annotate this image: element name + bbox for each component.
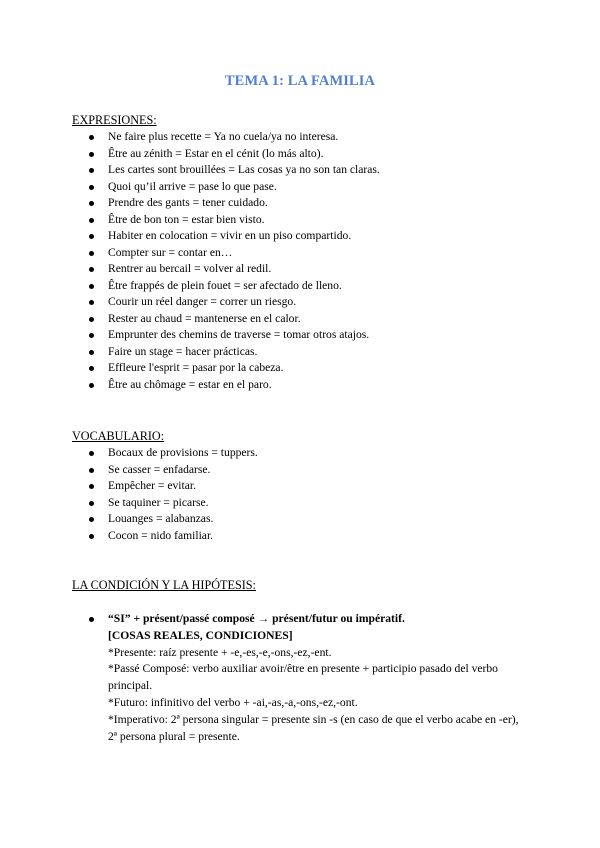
- bullet-icon: [89, 350, 94, 355]
- condicion-passe-compose: *Passé Composé: verbo auxiliar avoir/être en presente + participio pasado del verbo principal.: [108, 662, 498, 693]
- bullet-icon: [89, 366, 94, 371]
- page-title: TEMA 1: LA FAMILIA: [224, 73, 376, 89]
- list-item-text: Être frappés de plein fouet = ser afectado de lleno.: [108, 278, 342, 292]
- condicion-rule: “SI” + présent/passé composé → présent/futur ou impératif.: [108, 612, 405, 625]
- condicion-imperativo: *Imperativo: 2ª persona singular = presente sin -s (en caso de que el verbo acabe en -er), 2ª persona plural = presente.: [108, 712, 519, 743]
- list-item: [0, 129, 380, 146]
- condicion-block: [108, 611, 528, 745]
- bullet-icon: [89, 383, 94, 388]
- list-item-text: Compter sur = contar en…: [108, 245, 233, 259]
- bullet-icon: [89, 284, 94, 289]
- bullet-icon: [89, 267, 94, 272]
- list-item-text: Être au chômage = estar en el paro.: [108, 377, 272, 391]
- bullet-icon: [89, 333, 94, 338]
- list-item-text: Être au zénith = Estar en el cénit (lo más alto).: [108, 146, 324, 160]
- list-item-text: Quoi qu’il arrive = pase lo que pase.: [108, 179, 277, 193]
- condicion-futuro: *Futuro: infinitivo del verbo + -ai,-as,-a,-ons,-ez,-ont.: [108, 695, 358, 709]
- list-item: [0, 212, 380, 229]
- bullet-icon: [89, 468, 94, 473]
- bullet-icon: [89, 517, 94, 522]
- list-item: [0, 462, 258, 479]
- list-item: [0, 261, 380, 278]
- bullet-icon: [89, 484, 94, 489]
- list-item-text: Prendre des gants = tener cuidado.: [108, 196, 268, 209]
- list-item-text: Se casser = enfadarse.: [108, 462, 211, 476]
- bullet-icon: [89, 451, 94, 456]
- list-item: [0, 495, 258, 512]
- list-item-text: Bocaux de provisions = tuppers.: [108, 446, 258, 459]
- bullet-icon: [89, 168, 94, 173]
- condicion-presente: *Presente: raíz presente + -e,-es,-e,-ons,-ez,-ent.: [108, 645, 332, 659]
- vocabulario-list: [0, 445, 258, 544]
- list-item-text: Effleure l'esprit = pasar por la cabeza.: [108, 361, 284, 374]
- list-item-text: Faire un stage = hacer prácticas.: [108, 344, 258, 358]
- bullet-icon: [89, 300, 94, 305]
- bullet-icon: [89, 201, 94, 206]
- list-item-text: Être de bon ton = estar bien visto.: [108, 212, 265, 226]
- list-item: [0, 344, 380, 361]
- condicion-heading: LA CONDICIÓN Y LA HIPÓTESIS:: [72, 578, 256, 592]
- expresiones-heading: EXPRESIONES:: [72, 113, 157, 127]
- list-item: [0, 195, 380, 212]
- list-item: [0, 528, 258, 545]
- bullet-icon: [89, 185, 94, 190]
- list-item: [0, 179, 380, 196]
- list-item-text: Rester au chaud = mantenerse en el calor.: [108, 311, 301, 325]
- list-item: [0, 377, 380, 394]
- list-item: [0, 162, 380, 179]
- list-item: [0, 511, 258, 528]
- list-item: [0, 327, 380, 344]
- bullet-icon: [89, 617, 94, 622]
- list-item-text: Cocon = nido familiar.: [108, 528, 214, 542]
- list-item: [0, 278, 380, 295]
- list-item: [0, 445, 258, 462]
- bullet-icon: [89, 234, 94, 239]
- list-item: [0, 478, 258, 495]
- bullet-icon: [89, 135, 94, 140]
- list-item-text: Louanges = alabanzas.: [108, 512, 214, 525]
- list-item-text: Se taquiner = picarse.: [108, 495, 209, 509]
- expresiones-list: [0, 129, 380, 393]
- list-item: [0, 294, 380, 311]
- list-item-text: Emprunter des chemins de traverse = tomar otros atajos.: [108, 328, 370, 341]
- bullet-icon: [89, 501, 94, 506]
- condicion-rule-note: [COSAS REALES, CONDICIONES]: [108, 628, 293, 642]
- list-item: [0, 146, 380, 163]
- list-item-text: Ne faire plus recette = Ya no cuela/ya no interesa.: [108, 130, 339, 143]
- list-item-text: Habiter en colocation = vivir en un piso compartido.: [108, 229, 352, 242]
- list-item-text: Rentrer au bercail = volver al redil.: [108, 262, 272, 275]
- list-item: [0, 311, 380, 328]
- bullet-icon: [89, 152, 94, 157]
- bullet-icon: [89, 251, 94, 256]
- list-item-text: Courir un réel danger = correr un riesgo.: [108, 295, 297, 308]
- vocabulario-heading: VOCABULARIO:: [72, 429, 165, 443]
- bullet-icon: [89, 218, 94, 223]
- list-item: [0, 228, 380, 245]
- list-item-text: Les cartes sont brouillées = Las cosas ya no son tan claras.: [108, 163, 380, 176]
- bullet-icon: [89, 534, 94, 539]
- list-item-text: Empêcher = evitar.: [108, 479, 196, 492]
- list-item: [0, 360, 380, 377]
- list-item: [0, 245, 380, 262]
- bullet-icon: [89, 317, 94, 322]
